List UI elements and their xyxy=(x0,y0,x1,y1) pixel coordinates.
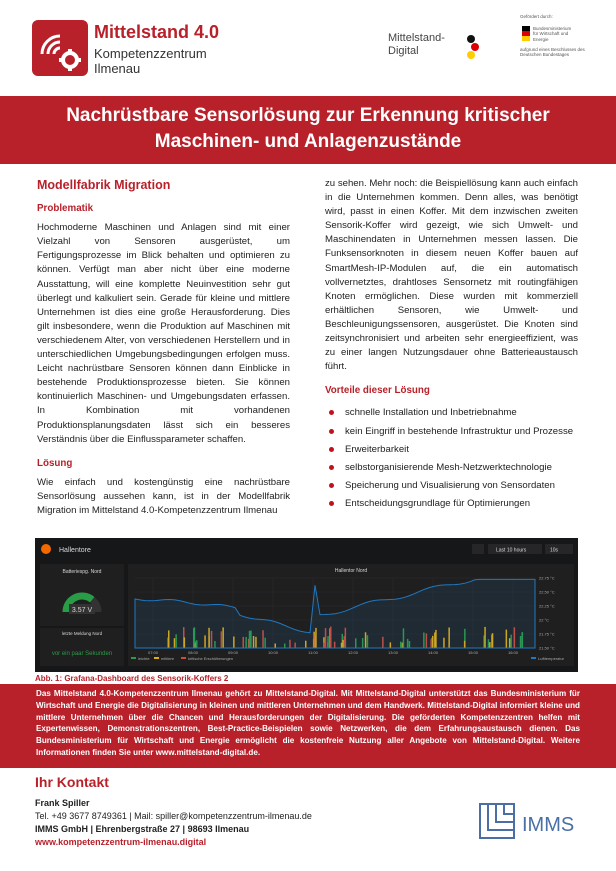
legend-swatch-blue xyxy=(531,657,536,659)
logo-title: Mittelstand 4.0 xyxy=(94,22,220,42)
y-tick-label: 22.75 °C xyxy=(539,575,555,581)
bullet-icon xyxy=(329,483,334,488)
graph-title: Hallentor Nord xyxy=(334,568,368,574)
logo-sub-line2: Ilmenau xyxy=(94,61,141,76)
x-tick-label: 12:00 xyxy=(347,650,359,655)
page-title: Nachrüstbare Sensorlösung zur Erkennung kritischer Maschinen- und Anlagenzustände xyxy=(66,105,550,152)
last-report-title: letzte Meldung Nord xyxy=(61,631,103,636)
x-tick-label: 15:00 xyxy=(467,650,479,655)
legend-label: leichte xyxy=(138,656,150,661)
y-tick-label: 22.50 °C xyxy=(539,589,555,595)
list-item: selbstorganisierende Mesh-Netzwerktechnologie xyxy=(325,461,578,475)
bullet-icon xyxy=(329,465,334,470)
contact-phone-mail[interactable]: Tel. +49 3677 8749361 | Mail: spiller@kompetenzzentrum-ilmenau.de xyxy=(35,811,312,821)
right-column-text: zu sehen. Mehr noch: die Beispiellösung kann auch einfach in die Unternehmen kommen. Denn alles, was benötigt wird, passt in einen Koffer. Mit dem inzwischen zweiten Sensorik-Koffer wird gezeigt, wie sich Umwelt- und Maschinendaten in Unternehmen messen lassen. Die Funksensorknoten in diesem neuen Koffer bauen auf SmartMesh-IP-Modulen auf, die ein automatisch vollvernetztes, drahtloses Sensornetz mit routingfähigen Knoten ermöglichen. Diese wurden mit kommerziell erhältlichen Sensoren, wie Umwelt- und Beschleunigungssensoren, ausgerüstet. Die Knoten sind zeitsynchronisiert und arbeiten sehr energieeffizient, was zu einer langen Nutzungsdauer ohne Batterieaustausch führt. xyxy=(325,178,578,373)
bullet-icon xyxy=(329,410,334,415)
grafana-dashboard xyxy=(35,538,578,672)
contact-name: Frank Spiller xyxy=(35,798,90,808)
info-band-text: Das Mittelstand 4.0-Kompetenzzentrum Ilmenau gehört zu Mittelstand-Digital. Mit Mittelstand-Digital unterstützt das Bundesministerium für Wirtschaft und Energie die Digitalisierung in kleinen und mittleren Unternehmen und dem Handwerk. Mittelstand-Digital informiert kleine und mittlere Unternehmen über die Chancen und Herausforderungen der Digitalisierung. Die geförderten Kompetenzzentren helfen mit Expertenwissen, Demonstrationszentren, Best-Practice-Beispielen sowie Netzwerken, die dem Erfahrungsaustausch dienen. Das Bundesministerium für Wirtschaft und Energie ermöglicht die kostenfreie Nutzung aller Angebote von Mittelstand-Digital. Weitere Informationen finden Sie unter www.mittelstand-digital.de. xyxy=(36,689,580,757)
imms-logo-icon xyxy=(480,804,514,838)
x-tick-label: 16:00 xyxy=(507,650,519,655)
mittelstand-digital-logo xyxy=(388,32,445,58)
bmwi-bottom-text: aufgrund eines Beschlusses des Deutschen Bundestages xyxy=(520,46,585,57)
advantages-heading: Vorteile dieser Lösung xyxy=(325,385,430,397)
grafana-logo-icon xyxy=(41,544,51,554)
bmwi-top-text: Gefördert durch: xyxy=(520,14,553,19)
legend-label: Lufttemperatur xyxy=(538,656,565,661)
legend-label: kritische Erschütterungen xyxy=(188,656,234,661)
contact-block xyxy=(35,797,312,849)
german-flag-icon xyxy=(522,26,530,41)
x-tick-label: 11:00 xyxy=(308,650,318,655)
mittelstand-logo xyxy=(32,20,88,76)
y-tick-label: 21.50 °C xyxy=(539,645,555,651)
contact-heading: Ihr Kontakt xyxy=(35,774,109,790)
battery-value: 3.57 V xyxy=(71,607,93,614)
list-item: schnelle Installation und Inbetriebnahme xyxy=(325,406,578,420)
list-item: Speicherung und Visualisierung von Sensordaten xyxy=(325,479,578,493)
figure-caption: Abb. 1: Grafana-Dashboard des Sensorik-Koffers 2 xyxy=(35,674,229,683)
y-tick-label: 22.25 °C xyxy=(539,603,555,609)
list-item: Erweiterbarkeit xyxy=(325,443,578,457)
legend-swatch-yellow xyxy=(154,657,159,659)
wireless-gear-icon xyxy=(32,20,88,76)
tv-mode-button[interactable] xyxy=(472,544,484,554)
contact-address: IMMS GmbH | Ehrenbergstraße 27 | 98693 Ilmenau xyxy=(35,824,250,834)
legend-swatch-green xyxy=(131,657,136,659)
dashboard-canvas xyxy=(35,538,578,672)
dashboard-title: Hallentore xyxy=(59,547,91,554)
x-tick-label: 08:00 xyxy=(187,650,199,655)
imms-logo xyxy=(478,802,588,842)
list-item: Entscheidungsgrundlage für Optimierungen xyxy=(325,497,578,511)
list-item: kein Eingriff in bestehende Infrastruktur und Prozesse xyxy=(325,425,578,439)
flag-dots-icon xyxy=(466,34,480,60)
logo-subtitle xyxy=(94,46,207,76)
solution-text: Wie einfach und kostengünstig eine nachrüstbare Sensorlösung aussehen kann, ist in der Modellfabrik Migration im Mittelstand 4.0-Kompetenzzentrum Ilmenau xyxy=(37,476,290,516)
bmwi-ministry-text: Bundesministerium für Wirtschaft und Energie xyxy=(533,25,572,42)
section-heading: Modellfabrik Migration xyxy=(37,178,171,192)
md-logo-line1: Mittelstand- xyxy=(388,32,445,44)
x-tick-label: 09:00 xyxy=(227,650,239,655)
legend-label: mittlere xyxy=(161,656,175,661)
battery-panel-title: Batteriespg. Nord xyxy=(62,569,102,575)
legend-swatch-red xyxy=(181,657,186,659)
solution-heading: Lösung xyxy=(37,457,73,469)
bullet-icon xyxy=(329,429,334,434)
x-tick-label: 14:00 xyxy=(427,650,439,655)
y-tick-label: 21.75 °C xyxy=(539,631,555,637)
bullet-icon xyxy=(329,447,334,452)
problem-heading: Problematik xyxy=(37,203,94,215)
last-report-value: vor ein paar Sekunden xyxy=(51,651,113,657)
advantages-list xyxy=(325,406,578,511)
left-column xyxy=(37,178,290,518)
y-tick-label: 22 °C xyxy=(539,617,550,623)
right-column xyxy=(325,177,578,515)
x-tick-label: 07:00 xyxy=(147,650,159,655)
refresh-label: 10s xyxy=(550,547,559,554)
md-logo-line2: Digital xyxy=(388,45,419,57)
contact-url[interactable]: www.kompetenzzentrum-ilmenau.digital xyxy=(35,837,207,847)
x-tick-label: 10:00 xyxy=(267,650,279,655)
bullet-icon xyxy=(329,501,334,506)
x-tick-label: 13:00 xyxy=(387,650,399,655)
imms-logo-text: IMMS xyxy=(522,814,575,836)
problem-text: Hochmoderne Maschinen und Anlagen sind mit einer Vielzahl von Sensoren ausgerüstet, um Fertigungsprozesse im Blick behalten und optimieren zu können. Verfügt man aber nicht über eine moderne Ausstattung, will eine komplette Neuinvestition sehr gut überlegt und kalkuliert sein. Gerade für kleine und mittlere Unternehmen ist dies eine große Herausforderung. Dies gilt insbesondere, wenn die Produktion auf Maschinen mit verschiedenem Alter, von verschiedenen Herstellern und in unterschiedlichen Umgebungsbedingungen erfolgen muss. Leicht nachrüstbare Sensoren können dann Einblicke in bestehende Produktionsprozesse bieten. Sie können kontinuierlich Maschinen- und Umgebungsdaten erfassen. In Kombination mit vorhandenen Produktionsplanungsdaten lässt sich ein besseres Verständnis über die Einflussparameter schaffen. xyxy=(37,222,290,445)
logo-sub-line1: Kompetenzzentrum xyxy=(94,46,207,61)
time-range-label: Last 10 hours xyxy=(496,547,527,554)
bmwi-logo xyxy=(520,14,592,76)
